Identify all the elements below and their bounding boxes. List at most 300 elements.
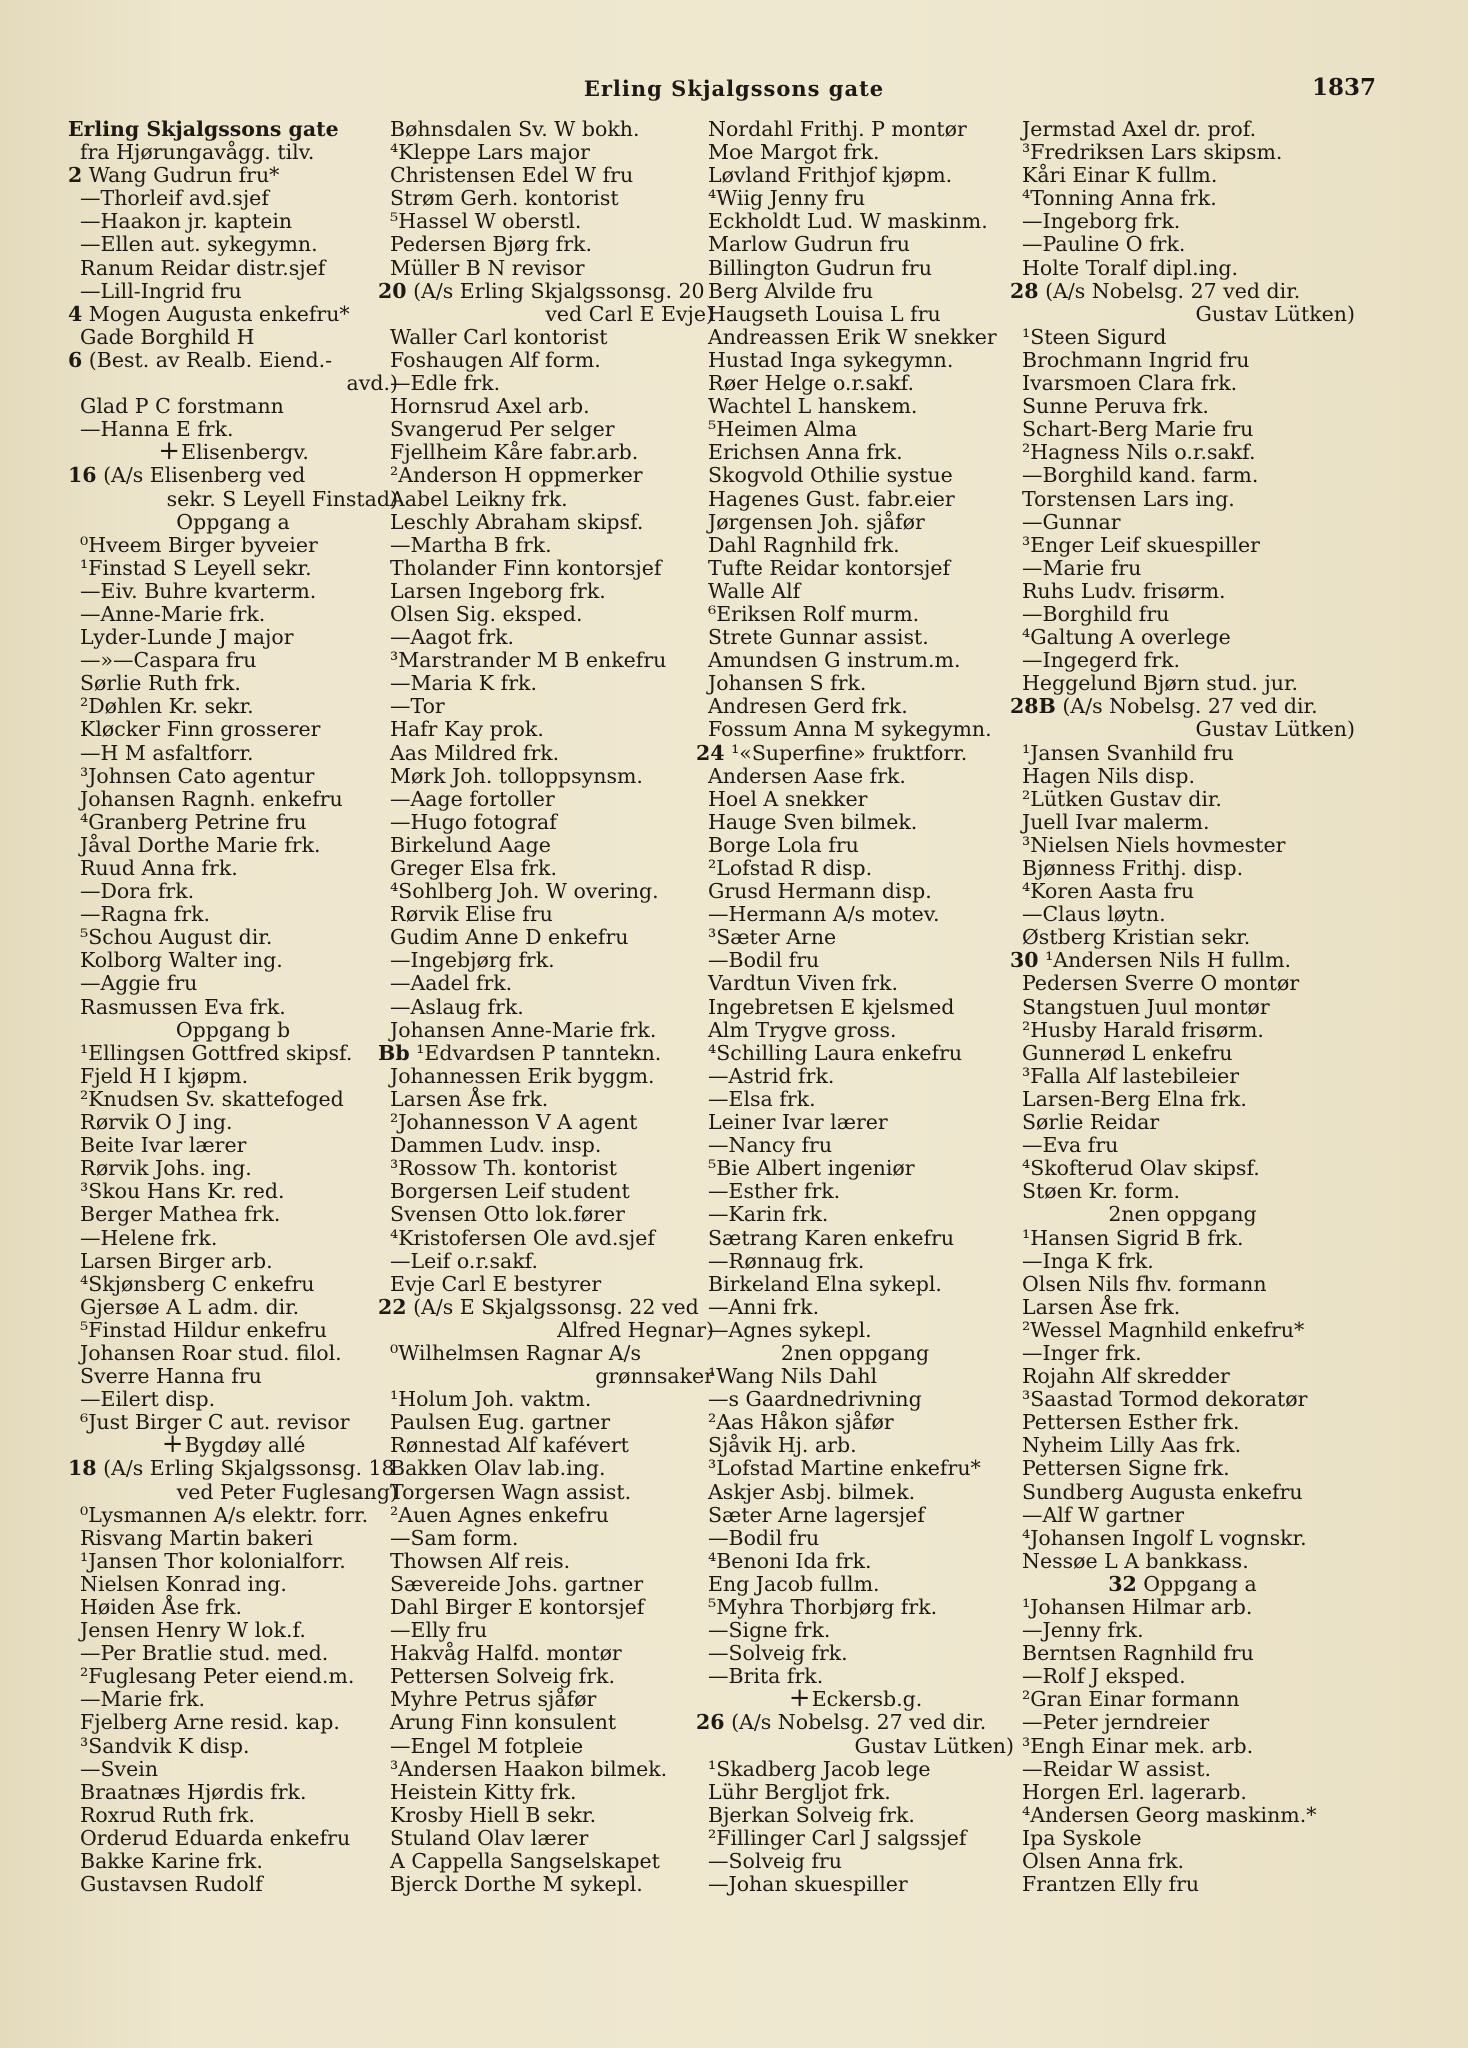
directory-entry: [378, 996, 714, 1019]
page-title: Erling Skjalgssons gate: [583, 76, 885, 101]
house-number: 26: [696, 1710, 725, 1735]
entry-text: Kolborg Walter ing.: [80, 948, 283, 973]
directory-entry: [378, 1088, 714, 1111]
directory-entry: [378, 880, 714, 903]
house-number-entry: [68, 303, 398, 326]
directory-entry: [378, 765, 714, 788]
entry-text: Gustav Lütken): [854, 1733, 1014, 1758]
entry-text: Leiner Ivar lærer: [708, 1110, 888, 1135]
entry-text: Billington Gudrun fru: [708, 255, 932, 280]
directory-entry: [378, 580, 714, 603]
directory-entry: [378, 1873, 714, 1896]
directory-entry: [68, 1111, 398, 1134]
directory-entry: [696, 1250, 1014, 1273]
entry-text: Risvang Martin bakeri: [80, 1525, 313, 1550]
directory-entry: [378, 1504, 714, 1527]
column-3: [696, 118, 1014, 1896]
entry-text: ¹Hansen Sigrid B frk.: [1022, 1225, 1244, 1250]
house-number-entry: [378, 1042, 714, 1065]
entry-text: Skogvold Othilie systue: [708, 463, 953, 488]
entry-text: —Aadel frk.: [390, 971, 513, 996]
house-number: 2: [68, 163, 83, 188]
directory-entry: [696, 303, 1014, 326]
directory-entry: [696, 349, 1014, 372]
entry-text: ⁰Wilhelmsen Ragnar A/s: [390, 1340, 641, 1365]
directory-entry: [378, 903, 714, 926]
entry-text: Beite Ivar lærer: [80, 1133, 247, 1158]
entry-text: Johannessen Erik byggm.: [390, 1063, 655, 1088]
directory-entry: [1010, 857, 1355, 880]
directory-entry: [696, 1873, 1014, 1896]
entry-text: ²Anderson H oppmerker: [390, 463, 643, 488]
directory-entry: [696, 857, 1014, 880]
directory-entry: [696, 1342, 1014, 1365]
directory-entry: [378, 1804, 714, 1827]
entry-text: Borgersen Leif student: [390, 1179, 630, 1204]
directory-entry: [696, 1827, 1014, 1850]
directory-entry: [696, 1619, 1014, 1642]
directory-entry: [378, 949, 714, 972]
entry-text: —Leif o.r.sakf.: [390, 1248, 539, 1273]
entry-text: Larsen-Berg Elna frk.: [1022, 1086, 1247, 1111]
directory-entry: [378, 603, 714, 626]
entry-text: Nielsen Konrad ing.: [80, 1571, 287, 1596]
entry-text: ⁶Just Birger C aut. revisor: [80, 1410, 350, 1435]
directory-entry: [696, 257, 1014, 280]
directory-entry: [696, 949, 1014, 972]
entry-text: Waller Carl kontorist: [390, 324, 608, 349]
entry-text: Dahl Ragnhild frk.: [708, 532, 900, 557]
directory-entry: [378, 1180, 714, 1203]
entry-text: ⁴Kleppe Lars major: [390, 140, 590, 165]
entry-text: (A/s Nobelsg. 27 ved dir.: [1062, 694, 1318, 719]
directory-entry: [1010, 765, 1355, 788]
directory-entry: [1010, 1227, 1355, 1250]
directory-entry: [696, 903, 1014, 926]
house-number-entry: [68, 1457, 398, 1480]
entry-text: —Per Bratlie stud. med.: [80, 1641, 329, 1666]
directory-entry: [378, 742, 714, 765]
entry-text: Walle Alf: [708, 578, 801, 603]
house-number-entry: [1010, 280, 1355, 303]
directory-entry: [1010, 1065, 1355, 1088]
entry-text: Fjeld H I kjøpm.: [80, 1063, 249, 1088]
entry-text: 2nen oppgang: [1108, 1202, 1257, 1227]
directory-entry: [1010, 1180, 1355, 1203]
directory-entry: [378, 1111, 714, 1134]
directory-entry: [68, 1134, 398, 1157]
entry-text: Rønnestad Alf kafévert: [390, 1433, 629, 1458]
directory-entry: [696, 1527, 1014, 1550]
directory-entry: [1010, 1250, 1355, 1273]
directory-entry: [1010, 1850, 1355, 1873]
directory-entry: [696, 1065, 1014, 1088]
house-number: 6: [68, 347, 83, 372]
entry-text: Grusd Hermann disp.: [708, 879, 932, 904]
entry-text: Strete Gunnar assist.: [708, 625, 929, 650]
directory-entry: [378, 1850, 714, 1873]
entry-text: Gustav Lütken): [1195, 717, 1355, 742]
entry-text: Svensen Otto lok.fører: [390, 1202, 625, 1227]
entry-text: Dammen Ludv. insp.: [390, 1133, 602, 1158]
entry-text: ¹Ellingsen Gottfred skipsf.: [80, 1040, 353, 1065]
directory-entry: [696, 1296, 1014, 1319]
directory-entry: [378, 1457, 714, 1480]
entry-text: Christensen Edel W fru: [390, 163, 634, 188]
entry-text: —Hanna E frk.: [80, 417, 234, 442]
entry-text: ²Døhlen Kr. sekr.: [80, 694, 254, 719]
cross-street-entry: [696, 1683, 1014, 1714]
directory-entry: [696, 1735, 1014, 1758]
entry-text: Bakken Olav lab.ing.: [390, 1456, 606, 1481]
entry-text: Bøhnsdalen Sv. W bokh.: [390, 117, 640, 141]
directory-entry: [378, 1388, 714, 1411]
directory-entry: [696, 1019, 1014, 1042]
directory-entry: [378, 534, 714, 557]
directory-entry: [68, 1504, 398, 1527]
house-number-entry: [68, 349, 398, 372]
entry-text: Vardtun Viven frk.: [708, 971, 898, 996]
entry-text: —Hermann A/s motev.: [708, 902, 940, 927]
entry-text: ⁶Eriksen Rolf murm.: [708, 601, 920, 626]
entry-text: Hafr Kay prok.: [390, 717, 544, 742]
entry-text: Kløcker Finn grosserer: [80, 717, 321, 742]
directory-entry: [378, 1019, 714, 1042]
entry-text: Ruud Anna frk.: [80, 856, 238, 880]
directory-entry: [1010, 1781, 1355, 1804]
entry-text: Heggelund Bjørn stud. jur.: [1022, 671, 1299, 696]
entry-text: Pettersen Esther frk.: [1022, 1410, 1240, 1435]
entry-text: —Bodil fru: [708, 1525, 820, 1550]
entry-text: A Cappella Sangselskapet: [390, 1849, 660, 1874]
directory-entry: [1010, 210, 1355, 233]
entry-text: —Helene frk.: [80, 1225, 218, 1250]
entry-text: Mørk Joh. tolloppsynsm.: [390, 763, 643, 788]
directory-entry: [378, 1735, 714, 1758]
directory-entry: [68, 996, 398, 1019]
house-number: 18: [68, 1456, 97, 1481]
directory-entry: [68, 1227, 398, 1250]
directory-entry: [378, 1434, 714, 1457]
entry-text: Eckersb.g.: [811, 1687, 923, 1712]
entry-text: —Martha B frk.: [390, 532, 552, 557]
entry-text: —Maria K frk.: [390, 671, 537, 696]
entry-text: ¹Jansen Svanhild fru: [1022, 740, 1234, 765]
directory-entry: [696, 511, 1014, 534]
directory-entry: [378, 1365, 714, 1388]
directory-entry: [1010, 233, 1355, 256]
entry-text: Erling Skjalgssons gate: [68, 117, 339, 141]
directory-entry: [378, 1203, 714, 1226]
entry-text: Juell Ivar malerm.: [1022, 809, 1210, 834]
directory-entry: [1010, 1388, 1355, 1411]
entry-text: Jørgensen Joh. sjåfør: [708, 509, 925, 534]
entry-text: Leschly Abraham skipsf.: [390, 509, 644, 534]
entry-text: Jermstad Axel dr. prof.: [1022, 117, 1257, 141]
directory-entry: [378, 372, 714, 395]
entry-text: —Bodil fru: [708, 948, 820, 973]
entry-text: —Borghild kand. farm.: [1022, 463, 1259, 488]
entry-text: —Brita frk.: [708, 1664, 824, 1689]
house-number-entry: [1010, 1573, 1355, 1596]
directory-entry: [696, 972, 1014, 995]
entry-text: ³Enger Leif skuespiller: [1022, 532, 1260, 557]
directory-entry: [696, 1573, 1014, 1596]
entry-text: —Solveig fru: [708, 1849, 842, 1874]
directory-entry: [1010, 1527, 1355, 1550]
entry-text: Holte Toralf dipl.ing.: [1022, 255, 1239, 280]
entry-text: —Thorleif avd.sjef: [80, 186, 269, 211]
entry-text: Alfred Hegnar): [557, 1317, 714, 1342]
entry-text: ²Knudsen Sv. skattefoged: [80, 1086, 344, 1111]
house-number: Bb: [378, 1040, 410, 1065]
directory-entry: [696, 1111, 1014, 1134]
directory-entry: [378, 418, 714, 441]
entry-text: —Gunnar: [1022, 509, 1121, 534]
directory-entry: [378, 349, 714, 372]
directory-entry: [1010, 1735, 1355, 1758]
entry-text: Ruhs Ludv. frisørm.: [1022, 578, 1226, 603]
entry-text: ³Rossow Th. kontorist: [390, 1156, 618, 1181]
directory-entry: [696, 187, 1014, 210]
entry-text: Sverre Hanna fru: [80, 1364, 262, 1389]
directory-entry: [378, 1250, 714, 1273]
directory-entry: [68, 788, 398, 811]
entry-text: ⁵Finstad Hildur enkefru: [80, 1317, 327, 1342]
entry-text: Sunne Peruva frk.: [1022, 394, 1209, 419]
directory-entry: [696, 926, 1014, 949]
entry-text: ⁴Kristofersen Ole avd.sjef: [390, 1225, 655, 1250]
directory-entry: [68, 880, 398, 903]
directory-entry: [378, 626, 714, 649]
directory-entry: [696, 1434, 1014, 1457]
directory-entry: [378, 141, 714, 164]
directory-entry: [378, 441, 714, 464]
directory-entry: [696, 280, 1014, 303]
directory-entry: [68, 1042, 398, 1065]
entry-text: Hagen Nils disp.: [1022, 763, 1195, 788]
entry-text: Gjersøe A L adm. dir.: [80, 1294, 300, 1319]
entry-text: Thowsen Alf reis.: [390, 1548, 571, 1573]
entry-text: Wachtel L hanskem.: [708, 394, 918, 419]
entry-text: —Eilert disp.: [80, 1387, 216, 1412]
directory-entry: [696, 1411, 1014, 1434]
entry-text: Gustav Lütken): [1195, 301, 1355, 326]
entry-text: ³Nielsen Niels hovmester: [1022, 832, 1286, 857]
entry-text: —Reidar W assist.: [1022, 1756, 1211, 1781]
directory-entry: [696, 1850, 1014, 1873]
house-number-entry: [1010, 695, 1355, 718]
directory-entry: [1010, 626, 1355, 649]
entry-text: (A/s Erling Skjalgssonsg. 20: [413, 278, 705, 303]
entry-text: Kåri Einar K fullm.: [1022, 163, 1218, 188]
entry-text: grønnsaker: [595, 1364, 714, 1389]
entry-text: Johansen Roar stud. filol.: [80, 1340, 342, 1365]
directory-entry: [696, 603, 1014, 626]
entry-text: ved Carl E Evje): [545, 301, 714, 326]
house-number: 32: [1108, 1571, 1137, 1596]
entry-text: (Best. av Realb. Eiend.-: [88, 347, 333, 372]
directory-entry: [696, 718, 1014, 741]
entry-text: ⁴Koren Aasta fru: [1022, 879, 1195, 904]
directory-entry: [378, 1827, 714, 1850]
entry-text: —Marie frk.: [80, 1687, 206, 1712]
directory-entry: [1010, 788, 1355, 811]
entry-text: Frantzen Elly fru: [1022, 1872, 1200, 1897]
entry-text: Braatnæs Hjørdis frk.: [80, 1779, 307, 1804]
entry-text: Foshaugen Alf form.: [390, 347, 601, 372]
directory-entry: [68, 1642, 398, 1665]
directory-entry: [1010, 672, 1355, 695]
house-number-entry: [696, 742, 1014, 765]
entry-text: Berg Alvilde fru: [708, 278, 874, 303]
directory-entry: [378, 1342, 714, 1365]
entry-text: Jensen Henry W lok.f.: [80, 1618, 306, 1643]
directory-entry: [378, 557, 714, 580]
directory-entry: [68, 395, 398, 418]
entry-text: ⁴Andersen Georg maskinm.*: [1022, 1802, 1317, 1827]
entry-text: ³Skou Hans Kr. red.: [80, 1179, 285, 1204]
entry-text: —Tor: [390, 694, 445, 719]
entry-text: Sæter Arne lagersjef: [708, 1502, 925, 1527]
entry-text: Erichsen Anna frk.: [708, 440, 903, 465]
directory-entry: [696, 695, 1014, 718]
directory-entry: [696, 1319, 1014, 1342]
entry-text: Pettersen Solveig frk.: [390, 1664, 615, 1689]
entry-text: Oppgang b: [175, 1017, 291, 1042]
directory-entry: [68, 1481, 398, 1504]
directory-entry: [378, 1319, 714, 1342]
entry-text: —Rolf J eksped.: [1022, 1664, 1186, 1689]
entry-text: —s Gaardnedrivning: [708, 1387, 922, 1412]
directory-entry: [1010, 1688, 1355, 1711]
entry-text: Fjellheim Kåre fabr.arb.: [390, 440, 639, 465]
entry-text: Gunnerød L enkefru: [1022, 1040, 1233, 1065]
entry-text: ²Lütken Gustav dir.: [1022, 786, 1222, 811]
entry-text: Larsen Åse frk.: [1022, 1294, 1181, 1319]
entry-text: Svangerud Per selger: [390, 417, 615, 442]
entry-text: —Karin frk.: [708, 1202, 829, 1227]
directory-entry: [1010, 1711, 1355, 1734]
directory-entry: [696, 1665, 1014, 1688]
entry-text: ³Marstrander M B enkefru: [390, 648, 667, 673]
entry-text: —Ragna frk.: [80, 902, 211, 927]
directory-entry: [68, 418, 398, 441]
directory-entry: [378, 834, 714, 857]
entry-text: (A/s E Skjalgssonsg. 22 ved: [413, 1294, 699, 1319]
directory-entry: [1010, 718, 1355, 741]
entry-text: Larsen Birger arb.: [80, 1248, 273, 1273]
entry-text: —Astrid frk.: [708, 1063, 835, 1088]
house-number: 22: [378, 1294, 407, 1319]
directory-entry: [378, 257, 714, 280]
directory-entry: [696, 1203, 1014, 1226]
entry-text: —Hugo fotograf: [390, 809, 557, 834]
column-1: [68, 118, 398, 1896]
house-number-entry: [68, 464, 398, 487]
entry-text: —Elly fru: [390, 1618, 488, 1643]
directory-entry: [696, 441, 1014, 464]
entry-text: Oppgang a: [1143, 1571, 1257, 1596]
entry-text: Alm Trygve gross.: [708, 1017, 897, 1042]
entry-text: Pedersen Bjørg frk.: [390, 232, 592, 257]
entry-text: ⁴Granberg Petrine fru: [80, 809, 307, 834]
entry-text: ¹Wang Nils Dahl: [708, 1364, 878, 1389]
cross-street-marker-icon: +: [788, 1683, 811, 1714]
entry-text: ⁴Skjønsberg C enkefru: [80, 1271, 315, 1296]
directory-entry: [378, 695, 714, 718]
entry-text: Sætrang Karen enkefru: [708, 1225, 955, 1250]
entry-text: —Anne-Marie frk.: [80, 601, 266, 626]
directory-entry: [1010, 1827, 1355, 1850]
directory-entry: [378, 649, 714, 672]
entry-text: ⁰Hveem Birger byveier: [80, 532, 318, 557]
directory-entry: [1010, 996, 1355, 1019]
directory-entry: [68, 1065, 398, 1088]
entry-text: Gustavsen Rudolf: [80, 1872, 263, 1897]
entry-text: ⁴Sohlberg Joh. W overing.: [390, 879, 659, 904]
directory-entry: [696, 488, 1014, 511]
entry-text: —Jenny frk.: [1022, 1618, 1144, 1643]
entry-text: Nordahl Frithj. P montør: [708, 117, 967, 141]
entry-text: Støen Kr. form.: [1022, 1179, 1181, 1204]
directory-entry: [68, 672, 398, 695]
entry-text: Andresen Gerd frk.: [708, 694, 908, 719]
directory-entry: [696, 1504, 1014, 1527]
directory-entry: [378, 511, 714, 534]
entry-text: ²Fillinger Carl J salgssjef: [708, 1825, 967, 1850]
directory-entry: [696, 464, 1014, 487]
entry-text: Nyheim Lilly Aas frk.: [1022, 1433, 1242, 1458]
directory-entry: [378, 164, 714, 187]
entry-text: ³Engh Einar mek. arb.: [1022, 1733, 1254, 1758]
directory-entry: [1010, 742, 1355, 765]
directory-entry: [378, 1134, 714, 1157]
entry-text: Müller B N revisor: [390, 255, 585, 280]
directory-entry: [378, 1711, 714, 1734]
directory-entry: [696, 118, 1014, 141]
entry-text: Hagenes Gust. fabr.eier: [708, 486, 955, 511]
entry-text: ⁴Wiig Jenny fru: [708, 186, 866, 211]
directory-entry: [696, 233, 1014, 256]
directory-entry: [1010, 1457, 1355, 1480]
directory-entry: [68, 210, 398, 233]
entry-text: ²Fuglesang Peter eiend.m.: [80, 1664, 355, 1689]
entry-text: Paulsen Eug. gartner: [390, 1410, 611, 1435]
cross-street-entry: [68, 1429, 398, 1460]
directory-entry: [68, 857, 398, 880]
entry-text: ⁰Lysmannen A/s elektr. forr.: [80, 1502, 369, 1527]
directory-entry: [378, 303, 714, 326]
entry-text: ¹Skadberg Jacob lege: [708, 1756, 931, 1781]
entry-text: Rasmussen Eva frk.: [80, 994, 286, 1019]
entry-text: Olsen Anna frk.: [1022, 1849, 1185, 1874]
entry-text: Berger Mathea frk.: [80, 1202, 281, 1227]
entry-text: Rørvik O J ing.: [80, 1110, 233, 1135]
directory-entry: [68, 1827, 398, 1850]
directory-entry: [696, 210, 1014, 233]
directory-entry: [1010, 488, 1355, 511]
directory-entry: [696, 164, 1014, 187]
entry-text: Sørlie Reidar: [1022, 1110, 1160, 1135]
entry-text: Bakke Karine frk.: [80, 1849, 263, 1874]
directory-entry: [1010, 1042, 1355, 1065]
entry-text: —Aagot frk.: [390, 625, 515, 650]
entry-text: (A/s Nobelsg. 27 ved dir.: [731, 1710, 987, 1735]
directory-entry: [68, 1711, 398, 1734]
directory-entry: [68, 1735, 398, 1758]
entry-text: Nessøe L A bankkass.: [1022, 1548, 1249, 1573]
